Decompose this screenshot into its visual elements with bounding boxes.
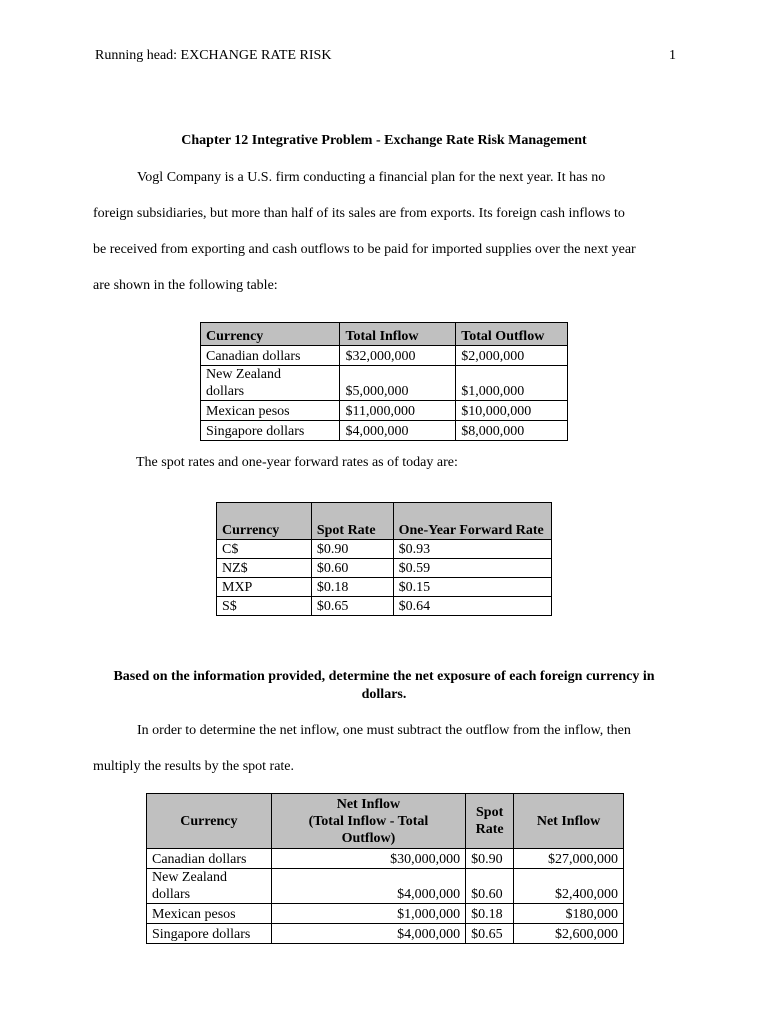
spot-rate-cell: $0.90 <box>311 540 393 559</box>
currency-line: New Zealand <box>152 870 228 885</box>
rates-intro: The spot rates and one-year forward rates as of today are: <box>136 455 458 470</box>
column-header: Total Outflow <box>456 323 568 346</box>
currency-cell: C$ <box>217 540 312 559</box>
column-header: One-Year Forward Rate <box>393 503 551 540</box>
answer-paragraph <box>93 713 683 785</box>
column-header <box>466 794 514 849</box>
currency-cell <box>201 366 340 401</box>
answer-line: multiply the results by the spot rate. <box>93 759 295 774</box>
header-line: Rate <box>475 822 504 837</box>
page-number: 1 <box>669 48 676 63</box>
question-line: dollars. <box>361 687 407 702</box>
header-line: (Total Inflow - Total <box>308 813 429 829</box>
currency-line: dollars <box>152 887 191 902</box>
net-exposure-table <box>146 793 624 944</box>
table-header-row <box>147 794 624 849</box>
spot-rate-cell: $0.18 <box>466 904 514 924</box>
column-header: Currency <box>147 794 272 849</box>
currency-cell: NZ$ <box>217 559 312 578</box>
net-inflow-cell: $1,000,000 <box>271 904 465 924</box>
answer-line: In order to determine the net inflow, one must subtract the outflow from the inflow, then <box>137 723 631 738</box>
column-header: Currency <box>201 323 340 346</box>
net-dollars-cell: $2,600,000 <box>514 924 624 944</box>
spot-rate-cell: $0.90 <box>466 849 514 869</box>
inflow-cell: $5,000,000 <box>340 366 456 401</box>
table-row <box>217 559 552 578</box>
table-header-row <box>217 503 552 540</box>
currency-line: New Zealand <box>206 367 282 382</box>
cash-flow-table <box>200 322 568 441</box>
currency-cell: Singapore dollars <box>201 421 340 441</box>
net-inflow-cell: $4,000,000 <box>271 924 465 944</box>
question-heading <box>86 668 682 704</box>
table-row <box>147 869 624 904</box>
intro-line: Vogl Company is a U.S. firm conducting a financial plan for the next year. It has no <box>137 170 606 185</box>
net-dollars-cell: $27,000,000 <box>514 849 624 869</box>
table-row <box>201 346 568 366</box>
forward-rate-cell: $0.15 <box>393 578 551 597</box>
inflow-cell: $32,000,000 <box>340 346 456 366</box>
net-inflow-cell: $30,000,000 <box>271 849 465 869</box>
outflow-cell: $2,000,000 <box>456 346 568 366</box>
table-row <box>201 401 568 421</box>
document-title: Chapter 12 Integrative Problem - Exchange Rate Risk Management <box>181 133 587 148</box>
table-row <box>201 421 568 441</box>
spot-rate-cell: $0.65 <box>311 597 393 616</box>
currency-cell: Mexican pesos <box>147 904 272 924</box>
table-row <box>217 578 552 597</box>
table-row <box>147 924 624 944</box>
table-row <box>201 366 568 401</box>
table-row <box>217 540 552 559</box>
exchange-rates-table <box>216 502 552 616</box>
inflow-cell: $11,000,000 <box>340 401 456 421</box>
net-inflow-cell: $4,000,000 <box>271 869 465 904</box>
spot-rate-cell: $0.65 <box>466 924 514 944</box>
column-header <box>271 794 465 849</box>
outflow-cell: $8,000,000 <box>456 421 568 441</box>
intro-paragraph <box>93 160 683 304</box>
intro-line: be received from exporting and cash outflows to be paid for imported supplies over the next year <box>93 242 636 257</box>
column-header: Currency <box>217 503 312 540</box>
currency-cell: Singapore dollars <box>147 924 272 944</box>
intro-line: foreign subsidiaries, but more than half of its sales are from exports. Its foreign cash inflows to <box>93 206 625 221</box>
spot-rate-cell: $0.60 <box>466 869 514 904</box>
net-dollars-cell: $180,000 <box>514 904 624 924</box>
inflow-cell: $4,000,000 <box>340 421 456 441</box>
table-row <box>217 597 552 616</box>
currency-cell: MXP <box>217 578 312 597</box>
column-header: Spot Rate <box>311 503 393 540</box>
forward-rate-cell: $0.59 <box>393 559 551 578</box>
currency-cell: Mexican pesos <box>201 401 340 421</box>
currency-cell: Canadian dollars <box>201 346 340 366</box>
table-header-row <box>201 323 568 346</box>
header-line: Net Inflow <box>336 796 401 812</box>
forward-rate-cell: $0.64 <box>393 597 551 616</box>
table-row <box>147 849 624 869</box>
header-line: Spot <box>476 805 504 820</box>
running-head: Running head: EXCHANGE RATE RISK <box>95 48 332 63</box>
outflow-cell: $10,000,000 <box>456 401 568 421</box>
header-line: Outflow) <box>341 830 396 846</box>
currency-cell <box>147 869 272 904</box>
column-header: Total Inflow <box>340 323 456 346</box>
currency-line: dollars <box>206 384 245 399</box>
spot-rate-cell: $0.18 <box>311 578 393 597</box>
forward-rate-cell: $0.93 <box>393 540 551 559</box>
question-line: Based on the information provided, determine the net exposure of each foreign currency in <box>113 669 655 684</box>
spot-rate-cell: $0.60 <box>311 559 393 578</box>
column-header: Net Inflow <box>514 794 624 849</box>
net-dollars-cell: $2,400,000 <box>514 869 624 904</box>
intro-line: are shown in the following table: <box>93 278 278 293</box>
currency-cell: Canadian dollars <box>147 849 272 869</box>
table-row <box>147 904 624 924</box>
outflow-cell: $1,000,000 <box>456 366 568 401</box>
currency-cell: S$ <box>217 597 312 616</box>
